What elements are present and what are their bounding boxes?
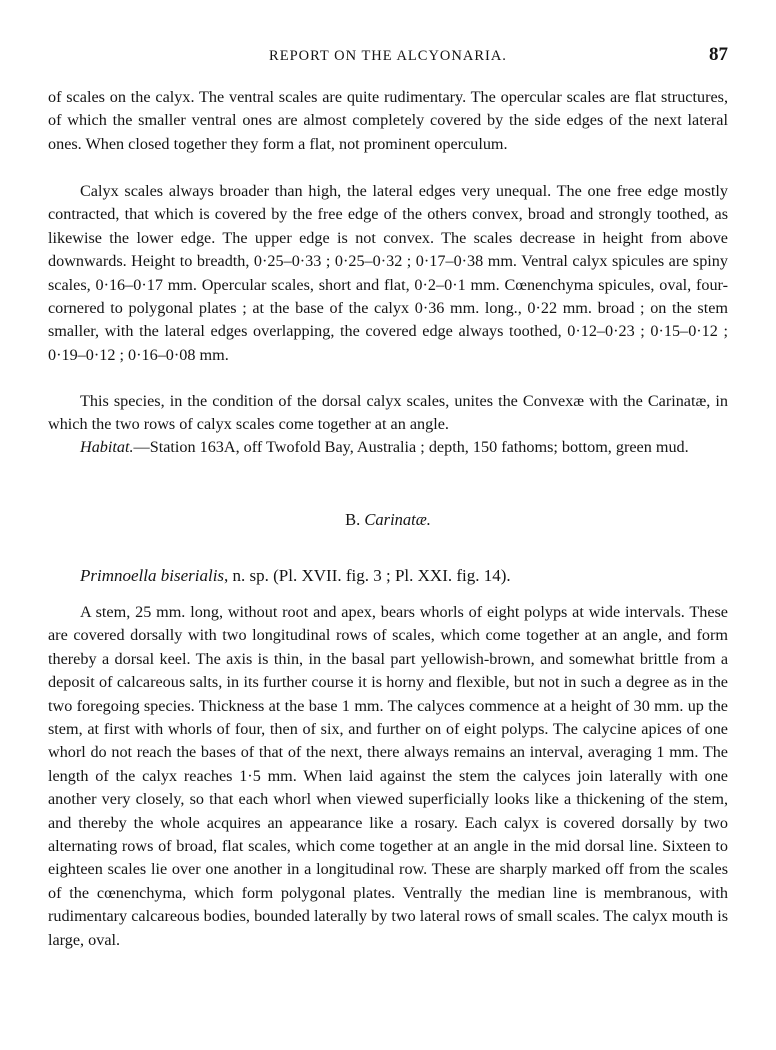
species-name: Primnoella biserialis	[80, 566, 225, 585]
paragraph-scale-measurements: Calyx scales always broader than high, the lateral edges very unequal. The one free edge mostly contracted, that which is covered by the free edge of the others convex, broad and strongly toothed, as likewise the lower edge. The upper edge is not convex. The scales decrease in height from above downwards. Height to breadth, 0·25–0·33 ; 0·25–0·32 ; 0·17–0·38 mm. Ventral calyx spicules are spiny scales, 0·16–0·17 mm. Opercular scales, short and flat, 0·2–0·1 mm. Cœnenchyma spicules, oval, four-cornered to polygonal plates ; at the base of the calyx 0·36 mm. long., 0·22 mm. broad ; on the stem smaller, with the lateral edges overlapping, the covered edge always toothed, 0·12–0·23 ; 0·15–0·12 ; 0·19–0·12 ; 0·16–0·08 mm.	[48, 182, 728, 364]
species-title	[80, 566, 728, 586]
habitat-label: Habitat.	[80, 438, 134, 456]
paragraph-calyx-scales: of scales on the calyx. The ventral scales are quite rudimentary. The opercular scales are flat structures, of which the smaller ventral ones are almost completely covered by the side edges of the next lateral ones. When closed together they form a flat, not prominent operculum.	[48, 88, 728, 153]
paragraph-species-description: A stem, 25 mm. long, without root and apex, bears whorls of eight polyps at wide intervals. These are covered dorsally with two longitudinal rows of scales, which come together at an angle, and form thereby a dorsal keel. The axis is thin, in the basal part yellowish-brown, and somewhat brittle from a deposit of calcareous salts, in its further course it is horny and flexible, but not in such a degree as in the two foregoing species. Thickness at the base 1 mm. The calyces commence at a height of 30 mm. up the stem, at first with whorls of four, then of six, and further on of eight polyps. The calycine apices of one whorl do not reach the bases of that of the next, there always remains an interval, averaging 1 mm. The length of the calyx reaches 1·5 mm. When laid against the stem the calyces join laterally with one another very closely, so that each whorl when viewed superficially looks like a thickening of the stem, and thereby the whole acquires an appearance like a rosary. Each calyx is covered dorsally by two alternating rows of broad, flat scales, which come together at an angle in the mid dorsal line. Sixteen to eighteen scales lie over one another in a longitudinal row. These are sharply marked off from the scales of the cœnenchyma, which form polygonal plates. Ventrally the median line is membranous, with rudimentary calcareous bodies, bounded laterally by two lateral rows of small scales. The calyx mouth is large, oval.	[48, 603, 728, 949]
paragraph-species-relation: This species, in the condition of the dorsal calyx scales, unites the Convexæ with the Carinatæ, in which the two rows of calyx scales come together at an angle.	[48, 392, 728, 434]
page-number: 87	[709, 44, 728, 65]
running-header	[48, 44, 728, 70]
header-title: REPORT ON THE ALCYONARIA.	[269, 48, 507, 64]
section-name: Carinatæ.	[364, 510, 431, 529]
paragraph-habitat	[48, 436, 728, 459]
species-reference: , n. sp. (Pl. XVII. fig. 3 ; Pl. XXI. fig. 14).	[224, 566, 511, 585]
section-letter: B.	[345, 510, 361, 529]
section-heading	[48, 510, 728, 530]
habitat-text: —Station 163A, off Twofold Bay, Australia ; depth, 150 fathoms; bottom, green mud.	[133, 438, 689, 456]
